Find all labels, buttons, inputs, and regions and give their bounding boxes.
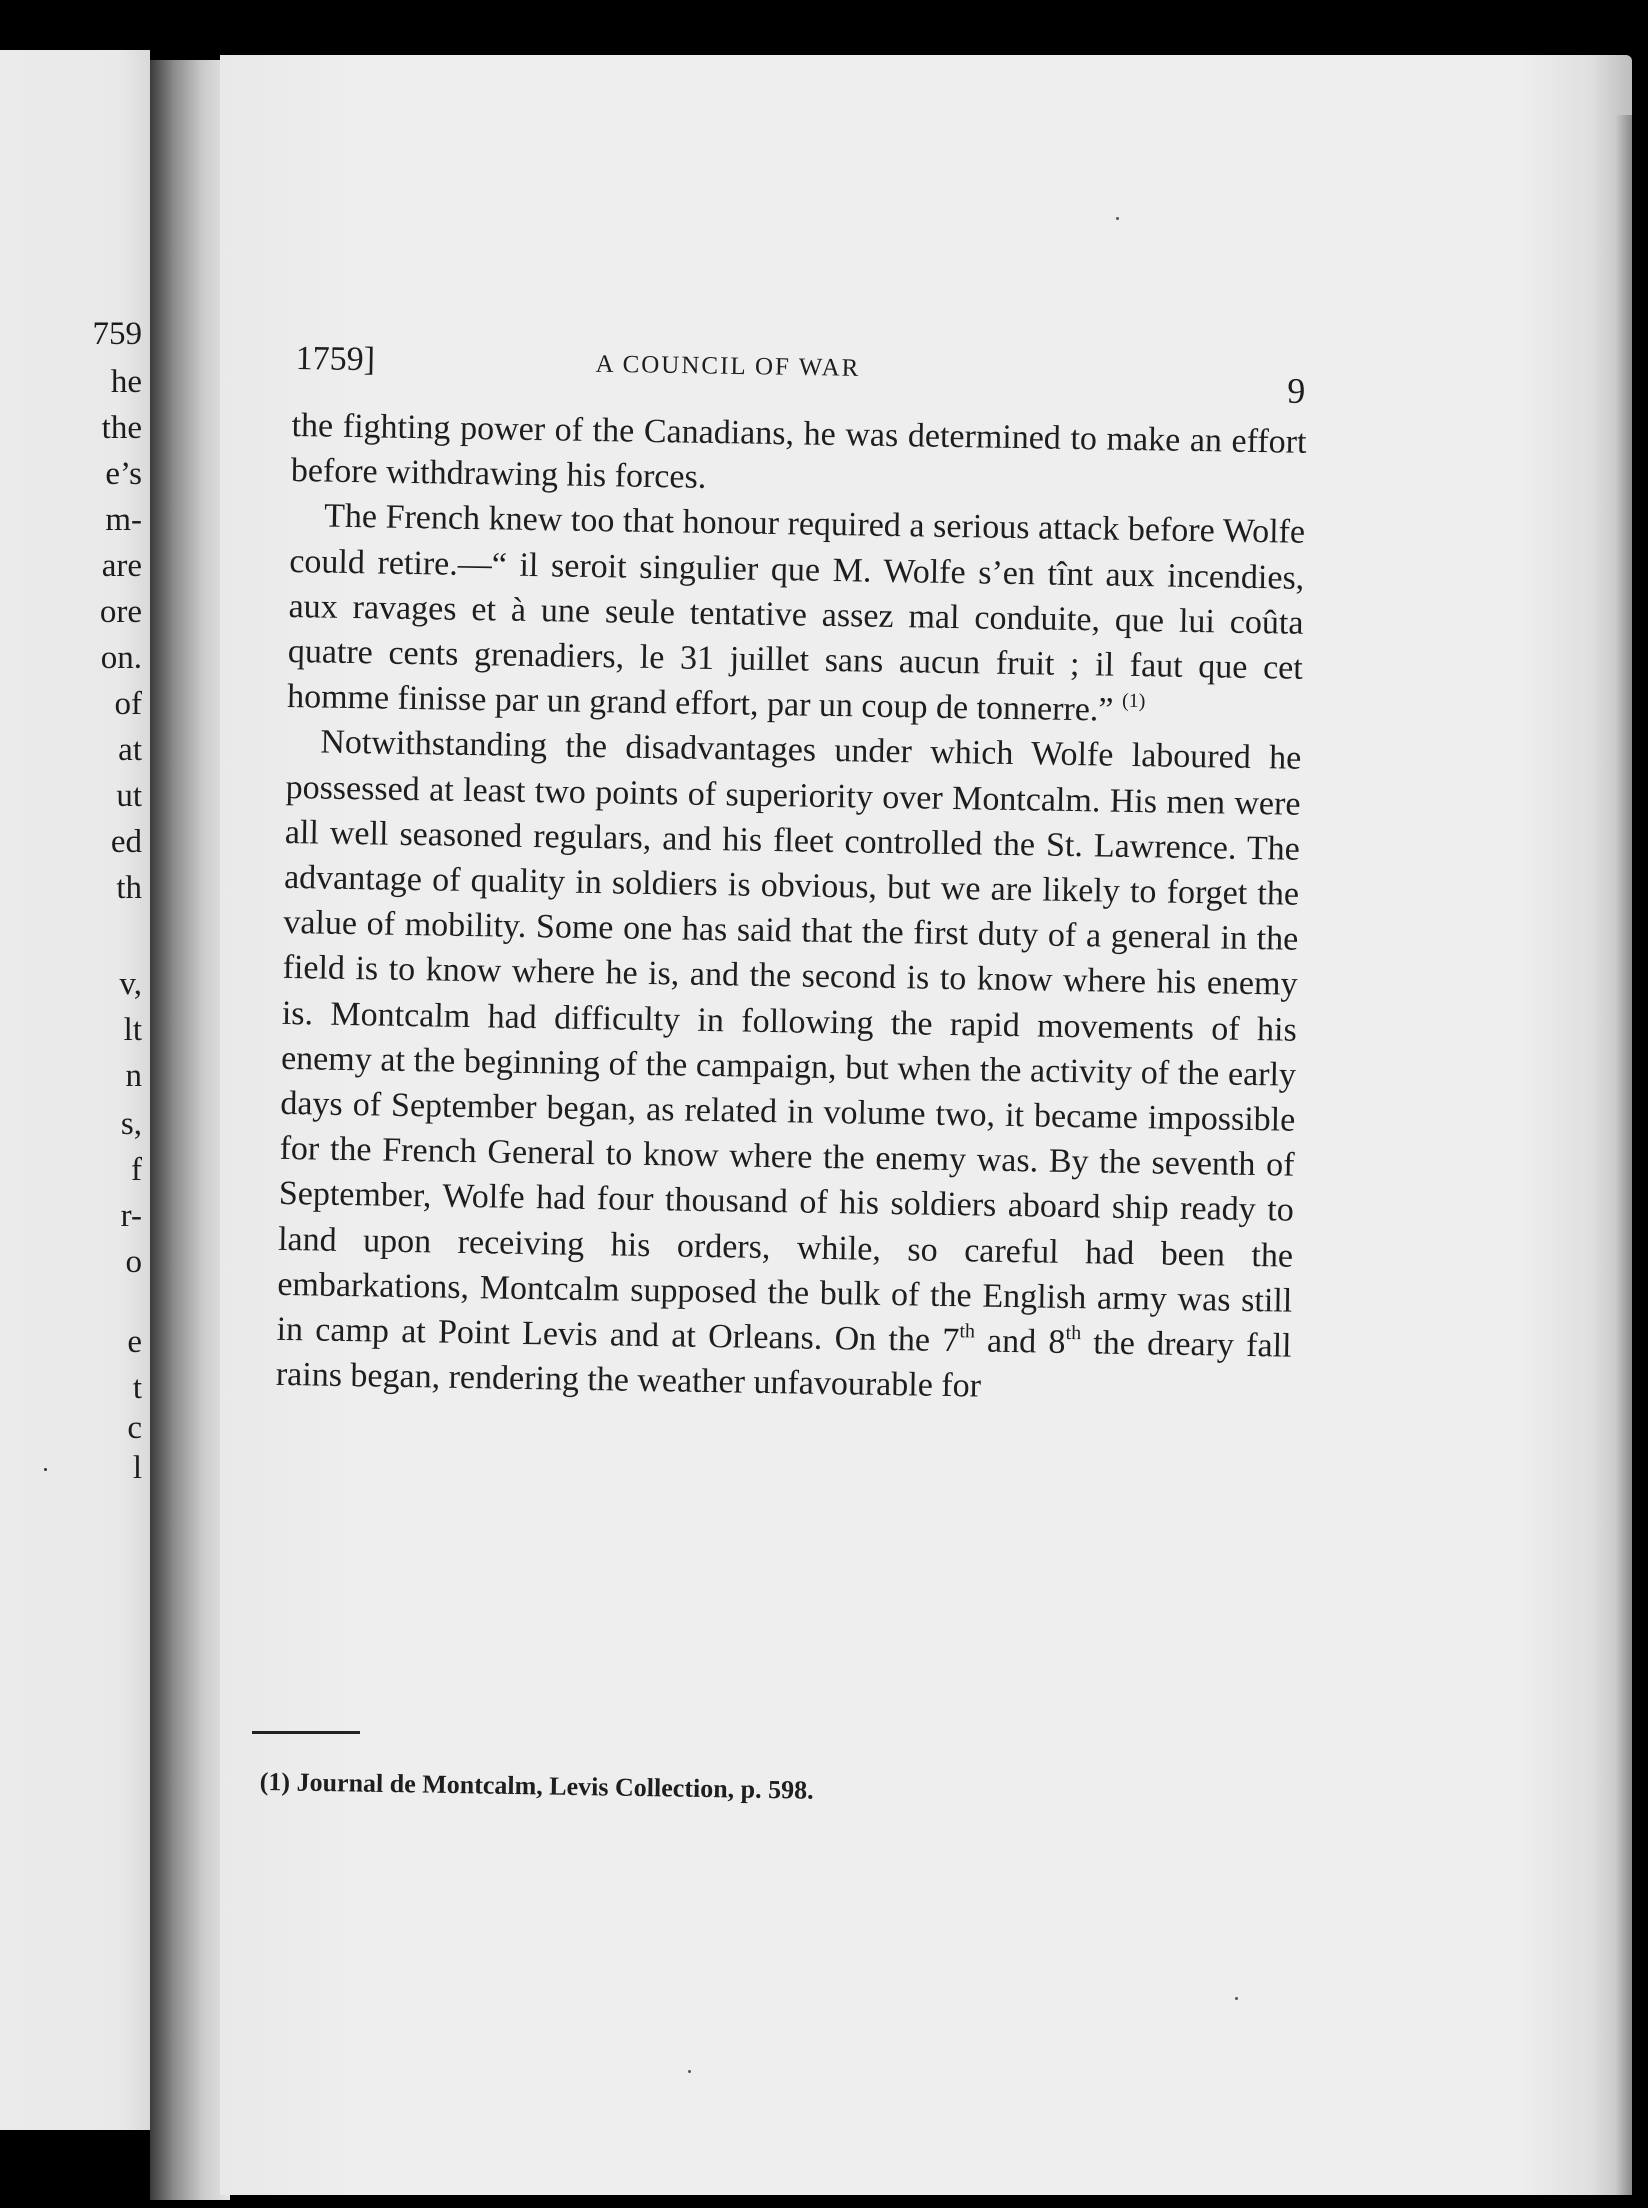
- quote-text: The French knew too that honour required a serious attack before Wolfe could retire.—“ il seroit singulier que M. Wolfe s’en tînt aux incendies, aux ravages et à une seule tentative assez mal conduite, que lui coûta quatre cents grenadiers, le 31 juillet sans aucun fruit ; il faut que cet homme finisse par un grand effort, par un coup de tonnerre.”: [286, 497, 1306, 729]
- left-page-fragment: n: [125, 1058, 142, 1094]
- ink-speck: [1235, 1997, 1238, 2000]
- left-page-fragment: r-: [120, 1198, 142, 1234]
- running-head-title: A COUNCIL OF WAR: [595, 350, 861, 382]
- main-text: Notwithstanding the disadvantages under which Wolfe laboured he possessed at least two points of superiority over Montcalm. His men were all well seasoned regulars, and his fleet controlled the St. Lawrence. The advantage of quality in soldiers is obvious, but we are likely to forget the value of mobility. Some one has said that the first duty of a general in the field is to know where he is, and the second is to know where his enemy is. Montcalm had difficulty in following the rapid movements of his enemy at the beginning of the campaign, but when the activity of the early days of September began, as related in volume two, it became impossible for the French General to know where the enemy was. By the seventh of September, Wolfe had four thousand of his soldiers aboard ship ready to land upon receiving his orders, while, so careful had been the embarkations, Montcalm supposed the bulk of the English army was still in camp at Point Levis and at Orleans. On the: [276, 723, 1302, 1359]
- left-page-fragment: s,: [120, 1106, 142, 1142]
- footnote-reference: (1): [1121, 690, 1146, 713]
- left-page-fragment: o: [125, 1244, 142, 1280]
- paragraph-continuation: the fighting power of the Canadians, he was determined to make an effort before withdrawing his forces.: [290, 406, 1307, 497]
- footnote-divider: [252, 1731, 360, 1734]
- left-page-fragment: are: [101, 548, 142, 584]
- date-eighth-text: and 8: [986, 1322, 1066, 1362]
- left-page-fragment: of: [114, 686, 142, 722]
- paragraph-main: [276, 719, 1302, 1414]
- left-page-fragment: th: [116, 870, 142, 906]
- page-edge: [1614, 115, 1632, 2195]
- ordinal-suffix: th: [1065, 1322, 1082, 1345]
- left-page-fragment: e: [127, 1324, 142, 1360]
- left-page-fragment: ore: [99, 594, 142, 630]
- left-page-fragment: m-: [105, 502, 142, 538]
- left-page-fragment: c: [127, 1410, 142, 1446]
- left-page-fragment: at: [118, 732, 142, 768]
- running-head: [295, 340, 1306, 411]
- left-page-fragment: he: [110, 364, 142, 400]
- ink-speck: [44, 1468, 47, 1471]
- book-gutter-shadow: [150, 60, 230, 2200]
- ink-speck: [688, 2070, 691, 2073]
- ink-speck: [1116, 217, 1119, 220]
- date-seventh-number: 7: [941, 1321, 960, 1360]
- paragraph-french-quote: [287, 493, 1306, 736]
- page-number: 9: [1287, 370, 1306, 411]
- left-page-fragment: 759: [92, 316, 142, 352]
- left-page-fragment: on.: [100, 640, 142, 676]
- closing-text: the dreary fall rains began, rendering the weather unfavourable for: [275, 1324, 1292, 1405]
- left-page-fragment: ed: [110, 824, 142, 860]
- left-page-fragment: e’s: [105, 456, 142, 492]
- left-page-fragment: v,: [119, 966, 142, 1002]
- left-page-fragment: t: [132, 1370, 142, 1406]
- left-page-fragment: lt: [123, 1012, 142, 1048]
- left-page-fragment: the: [101, 410, 142, 446]
- left-page-fragment: ut: [116, 778, 142, 814]
- ordinal-suffix: th: [959, 1320, 976, 1343]
- book-page: [220, 55, 1632, 2195]
- left-page-fragment: f: [131, 1152, 142, 1188]
- body-text: [276, 403, 1307, 1414]
- left-page-fragment: l: [132, 1450, 142, 1486]
- running-head-year: 1759]: [295, 340, 376, 379]
- footnote: (1) Journal de Montcalm, Levis Collection, p. 598.: [259, 1767, 814, 1805]
- left-facing-page: [0, 50, 150, 2130]
